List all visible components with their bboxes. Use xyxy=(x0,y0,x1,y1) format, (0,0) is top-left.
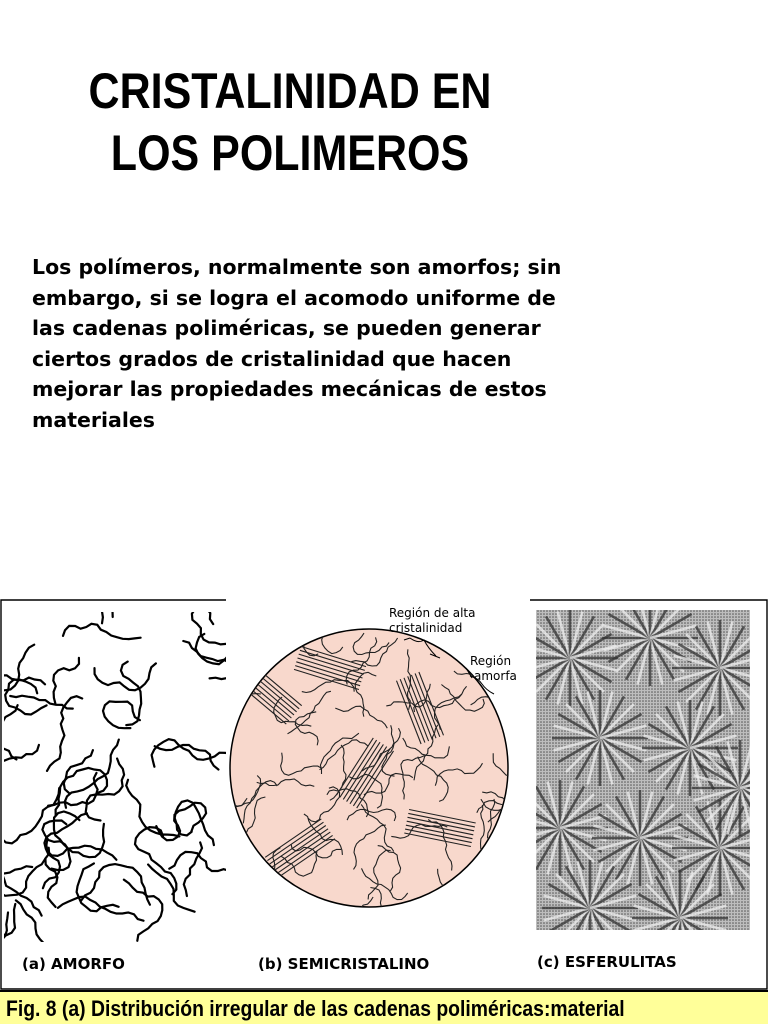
title-line-1: CRISTALINIDAD EN xyxy=(88,63,492,119)
spherulite xyxy=(552,690,648,786)
panel-b-label: (b) SEMICRISTALINO xyxy=(258,955,430,973)
paragraph-line: materiales xyxy=(32,407,155,432)
paragraph-line: las cadenas poliméricas, se pueden generar xyxy=(32,316,541,340)
polymer-chain xyxy=(184,842,202,896)
panel-a-amorphous-chains xyxy=(0,598,265,990)
panel-a-label: (a) AMORFO xyxy=(22,955,125,973)
polymer-chain xyxy=(56,768,107,816)
polymer-chain xyxy=(0,614,45,684)
polymer-chain xyxy=(0,715,16,760)
polymer-crystallinity-figure xyxy=(0,598,768,990)
intro-paragraph xyxy=(32,252,622,435)
figure-caption: Fig. 8 (a) Distribución irregular de las cadenas poliméricas:material xyxy=(0,990,768,1024)
spherulite xyxy=(512,780,608,876)
title-line-2: LOS POLIMEROS xyxy=(110,125,470,181)
polymer-chain xyxy=(192,607,249,659)
panel-c-label: (c) ESFERULITAS xyxy=(537,953,677,971)
polymer-chain xyxy=(63,624,141,639)
polymer-chain xyxy=(54,812,104,858)
polymer-chain xyxy=(175,800,214,845)
polymer-chain xyxy=(148,865,195,912)
figure-illustration xyxy=(0,598,768,990)
paragraph-line: embargo, si se logra el acomodo uniforme de xyxy=(32,285,556,310)
slide-title xyxy=(41,60,540,184)
spherulite xyxy=(672,620,768,716)
panel-c-spherulites xyxy=(512,598,768,966)
polymer-chain xyxy=(124,880,162,941)
annotation-crystalline: Región de alta cristalinidad xyxy=(389,606,476,635)
polymer-chain xyxy=(0,859,45,896)
annotation-amorphous: Región amorfa xyxy=(470,654,517,683)
polymer-chain xyxy=(97,598,128,623)
polymer-chain xyxy=(65,740,119,808)
spherulite xyxy=(542,860,638,956)
spherulite xyxy=(672,800,768,896)
spherulite xyxy=(642,700,738,796)
paragraph-line: ciertos grados de cristalinidad que hacen xyxy=(32,346,512,371)
polymer-chain xyxy=(169,852,236,887)
spherulite xyxy=(522,610,618,706)
spherulite xyxy=(592,790,688,886)
polymer-chain xyxy=(47,696,82,771)
polymer-chain xyxy=(16,900,48,990)
paragraph-line: Los polímeros, normalmente son amorfos; sin xyxy=(32,255,562,279)
paragraph-line: mejorar las propiedades mecánicas de estos xyxy=(32,377,547,401)
polymer-chain xyxy=(121,662,141,726)
spherulite xyxy=(632,870,728,966)
polymer-chain xyxy=(81,864,149,905)
